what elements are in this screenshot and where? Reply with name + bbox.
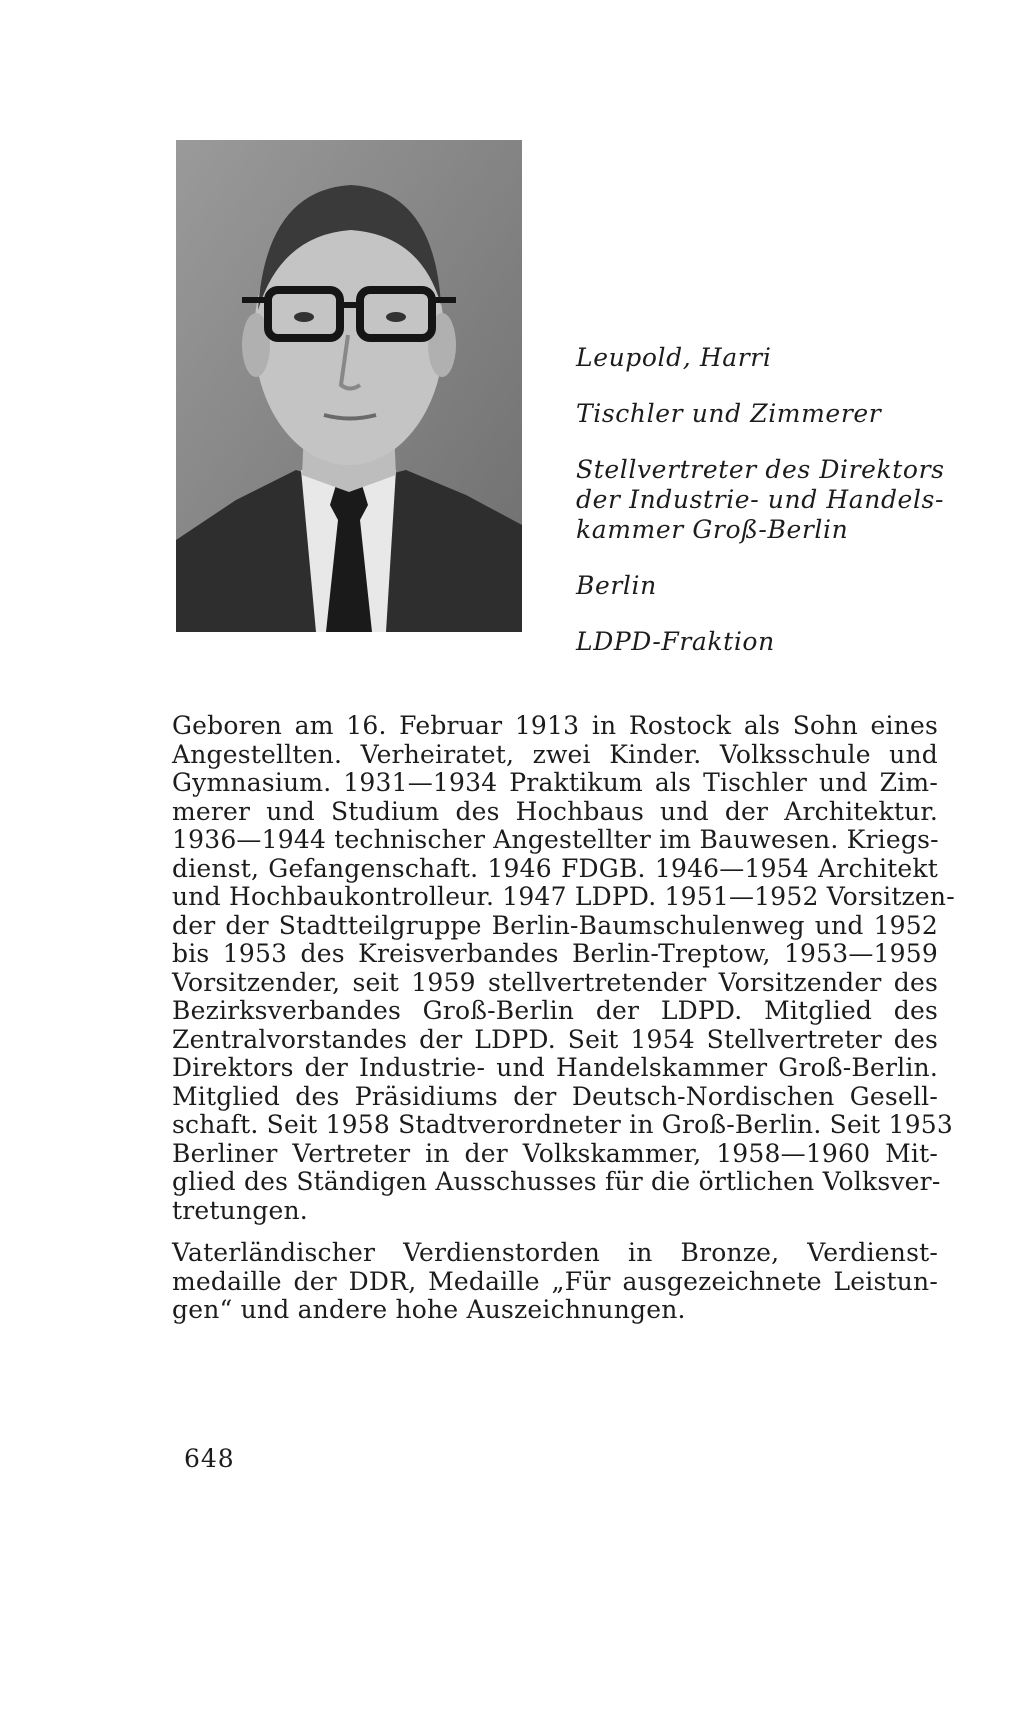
position-line: der Industrie- und Handels- [576,485,945,514]
text-line: bis 1953 des Kreisverbandes Berlin-Treptow, 1953—1959 [172,939,938,968]
text-line: Zentralvorstandes der LDPD. Seit 1954 Stellvertreter des [172,1024,938,1054]
text-line: Vaterländischer Verdienstorden in Bronze, Verdienst- [172,1238,938,1267]
person-name: Leupold, Harri [576,343,772,372]
text-line: Vorsitzender, seit 1959 stellvertretender Vorsitzender des [172,967,938,997]
text-line: Bezirksverbandes Groß-Berlin der LDPD. Mitglied des [172,996,938,1025]
biography-text [172,711,955,1325]
text-line: und Hochbaukontrolleur. 1947 LDPD. 1951—1952 Vorsitzen- [172,882,955,911]
text-line: gen“ und andere hohe Auszeichnungen. [172,1295,686,1324]
person-position [576,455,976,545]
text-line: 1936—1944 technischer Angestellter im Bauwesen. Kriegs- [172,825,939,854]
text-line: tretungen. [172,1195,308,1225]
text-line: Mitglied des Präsidiums der Deutsch-Nordischen Gesell- [172,1081,938,1111]
person-profession: Tischler und Zimmerer [576,399,882,428]
position-line: kammer Groß-Berlin [576,515,849,544]
text-line: glied des Ständigen Ausschusses für die örtlichen Volksver- [172,1167,941,1196]
person-city: Berlin [576,571,657,600]
text-line: Berliner Vertreter in der Volkskammer, 1958—1960 Mit- [172,1138,938,1168]
text-line: der der Stadtteilgruppe Berlin-Baumschulenweg und 1952 [172,910,938,940]
page-number: 648 [184,1444,235,1473]
text-line: medaille der DDR, Medaille „Für ausgezeichnete Leistun- [172,1266,938,1296]
position-line: Stellvertreter des Direktors [576,455,945,484]
text-line: Direktors der Industrie- und Handelskammer Groß-Berlin. [172,1053,938,1082]
text-line: Geboren am 16. Februar 1913 in Rostock als Sohn eines [172,711,938,740]
portrait-photo [176,140,522,632]
person-faction: LDPD-Fraktion [576,627,775,656]
awards-paragraph [172,1239,938,1325]
text-line: dienst, Gefangenschaft. 1946 FDGB. 1946—1954 Architekt [172,853,938,883]
text-line: schaft. Seit 1958 Stadtverordneter in Groß-Berlin. Seit 1953 [172,1110,953,1139]
biography-paragraph [172,711,955,1225]
text-line: Angestellten. Verheiratet, zwei Kinder. Volksschule und [172,739,938,769]
text-line: merer und Studium des Hochbaus und der Architektur. [172,796,938,826]
text-line: Gymnasium. 1931—1934 Praktikum als Tischler und Zim- [172,768,938,797]
person-caption [576,343,976,683]
